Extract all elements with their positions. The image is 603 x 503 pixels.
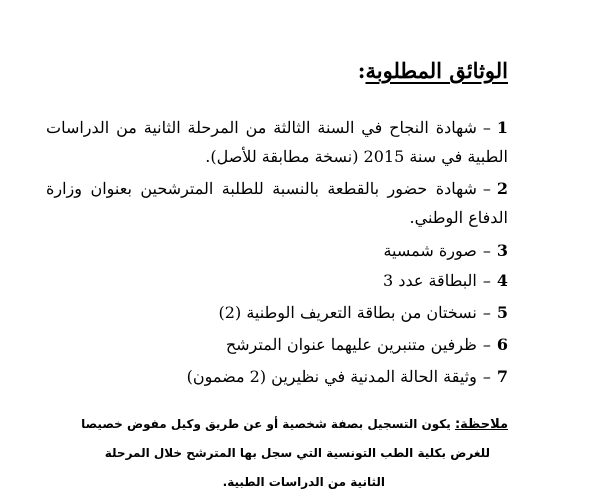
list-item-text: شهادة حضور بالقطعة بالنسبة للطلبة المترشحين بعنوان وزارة الدفاع الوطني. <box>46 179 508 227</box>
list-item-number: 5 <box>496 303 508 322</box>
note-line <box>50 439 490 468</box>
note-label: ملاحظة: <box>454 417 508 432</box>
list-item <box>46 113 508 171</box>
page-title-text: الوثائق المطلوبة <box>365 58 508 83</box>
page-title-colon: : <box>357 58 366 83</box>
list-item-number: 1 <box>496 118 508 137</box>
list-item <box>383 270 508 292</box>
list-item-number: 4 <box>496 271 508 290</box>
list-item <box>219 302 508 324</box>
note-text: يكون التسجيل بصفة شخصية أو عن طريق وكيل مفوض خصيصا <box>81 417 451 431</box>
list-item-dash: – <box>482 271 491 290</box>
list-item-number: 3 <box>496 241 508 260</box>
list-item <box>187 366 508 388</box>
list-item-number: 7 <box>496 367 508 386</box>
note-line <box>0 468 385 497</box>
list-item-number: 6 <box>496 335 508 354</box>
list-item-dash: – <box>482 303 491 322</box>
page-title <box>358 58 508 83</box>
list-item <box>46 174 508 232</box>
list-item-text: البطاقة عدد 3 <box>383 271 477 290</box>
list-item-text: وثيقة الحالة المدنية في نظيرين (2 مضمون) <box>186 367 477 386</box>
list-item-text: ظرفين متنبرين عليهما عنوان المترشح <box>225 335 477 354</box>
list-item-text: شهادة النجاح في السنة الثالثة من المرحلة الثانية من الدراسات الطبية في سنة 2015 (نسخة مطابقة للأصل). <box>46 118 508 166</box>
list-item-dash: – <box>482 179 491 198</box>
list-item-text: نسختان من بطاقة التعريف الوطنية (2) <box>218 303 477 322</box>
list-item-dash: – <box>482 118 491 137</box>
list-item <box>226 334 508 356</box>
list-item-text: صورة شمسية <box>383 241 477 260</box>
list-item <box>383 240 508 262</box>
list-item-dash: – <box>482 335 491 354</box>
note-line <box>68 410 508 439</box>
list-item-number: 2 <box>496 179 508 198</box>
list-item-dash: – <box>482 241 491 260</box>
list-item-dash: – <box>482 367 491 386</box>
note-text: الثانية من الدراسات الطبية. <box>222 475 385 489</box>
note-text: للغرض بكلية الطب التونسية التي سجل بها المترشح خلال المرحلة <box>104 446 490 460</box>
